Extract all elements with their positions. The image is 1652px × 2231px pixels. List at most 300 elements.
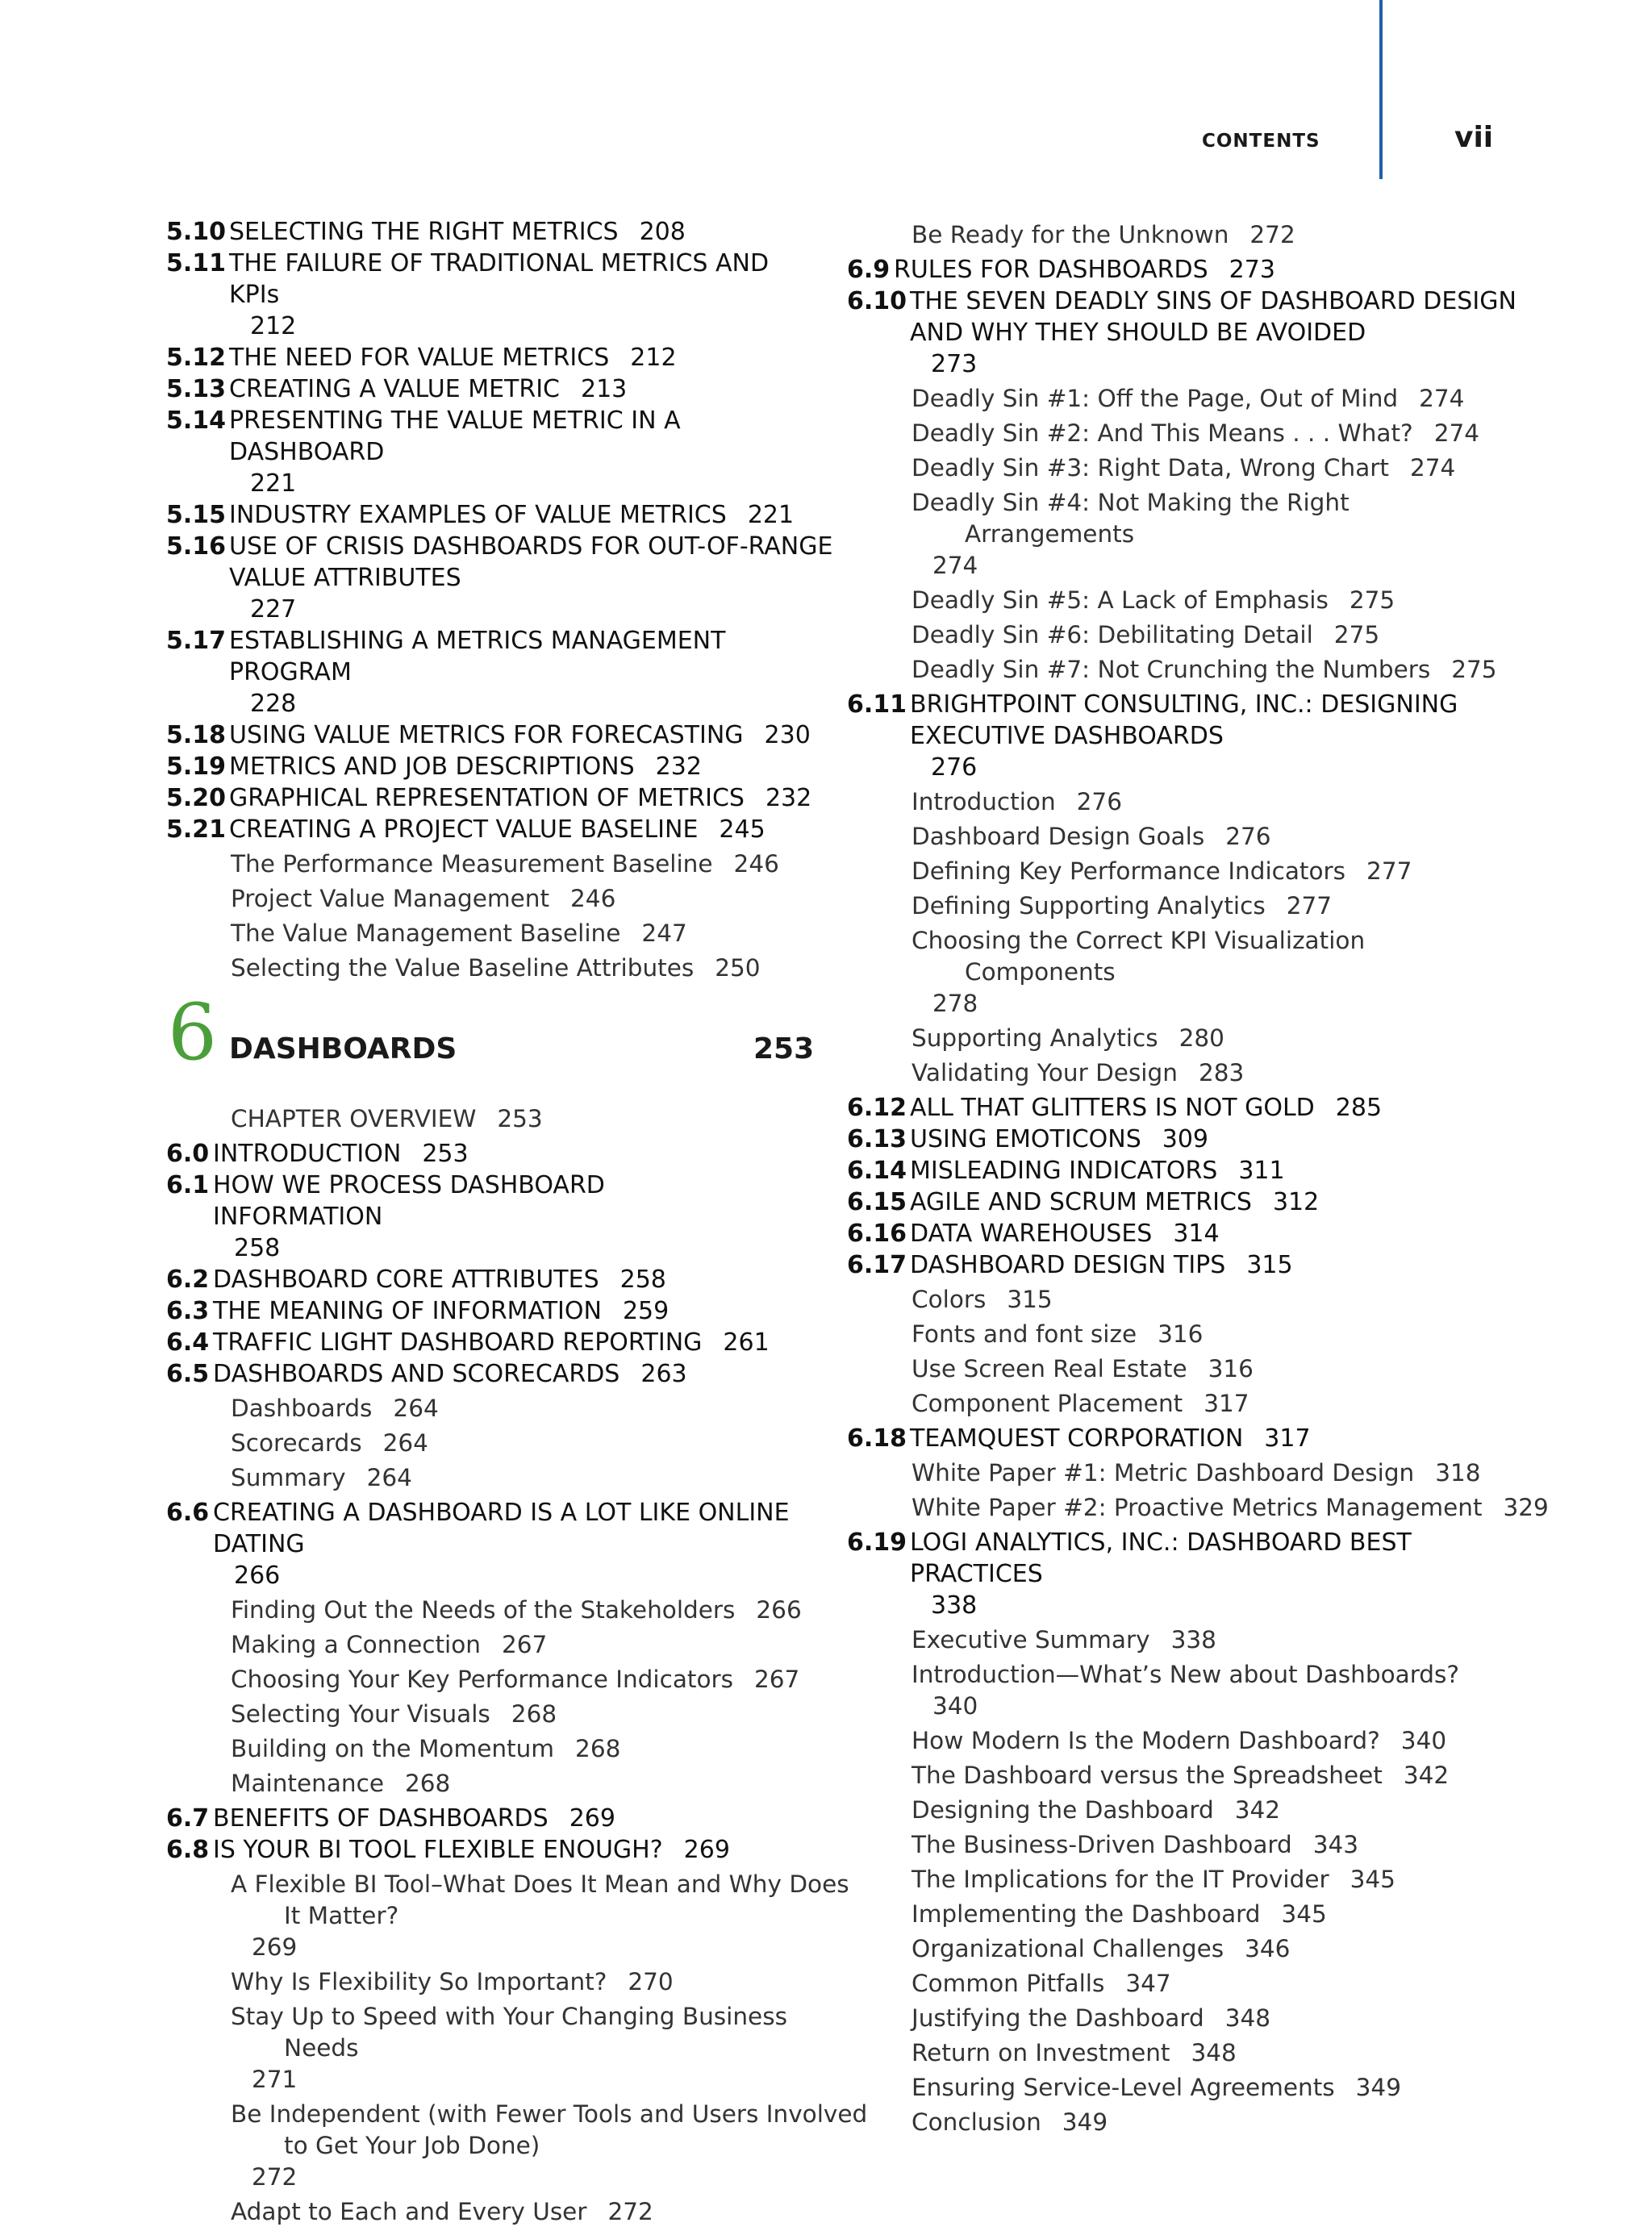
section-number: 5.21 [166,815,227,844]
toc-subsection[interactable] [847,452,1508,484]
subsection-title-line: Executive Summary [912,1626,1150,1653]
section-number: 6.13 [847,1125,907,1153]
section-number: 5.19 [166,753,227,781]
subsection-title-line: Justifying the Dashboard [912,2004,1204,2032]
section-title-line: USING VALUE METRICS FOR FORECASTING [229,721,744,749]
toc-section[interactable] [166,1834,828,1866]
entry-page-number: 278 [932,990,978,1017]
toc-subsection[interactable] [847,1864,1508,1895]
toc-section[interactable] [166,499,828,531]
toc-section[interactable] [166,625,828,719]
subsection-title-line: White Paper #2: Proactive Metrics Management [912,1494,1483,1521]
entry-page-number: 253 [497,1105,543,1132]
toc-subsection[interactable] [847,1319,1508,1350]
toc-section[interactable] [847,1218,1508,1249]
subsection-title-line: Deadly Sin #4: Not Making the Right [912,489,1350,516]
entry-page-number: 246 [733,850,779,878]
section-number: 5.17 [166,627,227,655]
entry-page-number: 246 [570,885,616,912]
toc-subsection[interactable] [166,2196,828,2228]
subsection-title-line: Return on Investment [912,2039,1170,2066]
toc-subsection[interactable] [166,1733,828,1765]
section-number: 6.19 [847,1528,907,1557]
subsection-title-line: CHAPTER OVERVIEW [231,1105,477,1132]
entry-page-number: 273 [931,350,978,378]
section-title-line: LOGI ANALYTICS, INC.: DASHBOARD BEST [910,1528,1412,1557]
chapter-title: DASHBOARDS [229,1032,457,1065]
subsection-title-line: Deadly Sin #2: And This Means . . . What? [912,419,1413,447]
toc-section[interactable] [166,405,828,499]
section-number: 5.16 [166,532,227,561]
section-number: 6.5 [166,1360,210,1388]
entry-page-number: 259 [622,1297,670,1325]
toc-section[interactable] [166,373,828,405]
entry-page-number: 275 [1333,621,1380,648]
subsection-title-line: Scorecards [231,1429,362,1457]
section-title-line: CREATING A DASHBOARD IS A LOT LIKE ONLINE [213,1499,790,1527]
header-rule [1379,0,1383,179]
toc-section[interactable] [166,1138,828,1170]
section-title-line: DASHBOARD [229,438,385,466]
toc-subsection[interactable] [166,1103,828,1135]
section-title-line: DASHBOARD DESIGN TIPS [910,1251,1226,1279]
entry-page-number: 212 [250,312,297,340]
toc-subsection[interactable] [847,1388,1508,1420]
section-title-line: AND WHY THEY SHOULD BE AVOIDED [910,319,1366,347]
section-number: 6.18 [847,1424,907,1453]
toc-subsection[interactable] [847,418,1508,449]
entry-page-number: 316 [1158,1320,1204,1348]
entry-page-number: 274 [1419,385,1465,412]
section-number: 6.2 [166,1266,210,1294]
entry-page-number: 276 [1225,823,1271,850]
entry-page-number: 268 [575,1735,621,1762]
entry-page-number: 318 [1435,1459,1481,1487]
toc-section[interactable] [166,1295,828,1327]
toc-section[interactable] [166,1264,828,1295]
entry-page-number: 250 [715,954,761,982]
entry-page-number: 271 [252,2066,298,2093]
section-title-line: AGILE AND SCRUM METRICS [910,1188,1252,1216]
subsection-title-line: Defining Supporting Analytics [912,892,1266,920]
section-number: 6.11 [847,690,907,719]
subsection-title-line: It Matter? [284,1902,399,1929]
toc-section[interactable] [166,1803,828,1834]
entry-page-number: 312 [1272,1188,1320,1216]
entry-page-number: 266 [234,1562,281,1590]
toc-section[interactable] [847,1092,1508,1124]
entry-page-number: 343 [1312,1831,1359,1858]
toc-right-column [847,216,1549,2141]
toc-section[interactable] [166,248,828,342]
subsection-title-line: Defining Key Performance Indicators [912,857,1346,885]
toc-subsection[interactable] [847,786,1508,818]
toc-subsection[interactable] [166,2099,868,2193]
toc-subsection[interactable] [847,1284,1508,1316]
entry-page-number: 274 [1433,419,1480,447]
section-title-line: MISLEADING INDICATORS [910,1157,1218,1185]
section-title-line: HOW WE PROCESS DASHBOARD [213,1171,605,1199]
section-number: 6.1 [166,1171,210,1199]
toc-subsection[interactable] [847,1659,1508,1722]
subsection-title-line: Introduction—What’s New about Dashboards? [912,1661,1460,1688]
entry-page-number: 347 [1125,1970,1171,1997]
running-head: CONTENTS [1202,131,1320,152]
subsection-title-line: The Implications for the IT Provider [912,1866,1329,1893]
entry-page-number: 208 [639,218,686,246]
subsection-title-line: Building on the Momentum [231,1735,555,1762]
toc-section[interactable] [166,719,828,751]
entry-page-number: 346 [1245,1935,1291,1962]
subsection-title-line: The Performance Measurement Baseline [231,850,713,878]
subsection-title-line: Deadly Sin #1: Off the Page, Out of Mind [912,385,1399,412]
subsection-title-line: The Business-Driven Dashboard [912,1831,1292,1858]
entry-page-number: 315 [1246,1251,1293,1279]
toc-section[interactable] [166,342,828,373]
section-title-line: DASHBOARD CORE ATTRIBUTES [213,1266,599,1294]
toc-subsection[interactable] [847,1933,1508,1965]
entry-page-number: 261 [723,1328,770,1357]
section-title-line: CREATING A VALUE METRIC [229,375,560,403]
entry-page-number: 349 [1355,2074,1401,2101]
toc-subsection[interactable] [166,1664,828,1695]
subsection-title-line: Summary [231,1464,346,1491]
toc-subsection[interactable] [847,654,1508,686]
toc-subsection[interactable] [847,856,1508,887]
subsection-title-line: Deadly Sin #6: Debilitating Detail [912,621,1313,648]
subsection-title-line: Maintenance [231,1770,384,1797]
section-title-line: INTRODUCTION [213,1140,402,1168]
toc-subsection[interactable] [166,953,828,984]
section-title-line: TEAMQUEST CORPORATION [910,1424,1244,1453]
section-title-line: BENEFITS OF DASHBOARDS [213,1804,549,1833]
entry-page-number: 264 [382,1429,428,1457]
section-title-line: DATA WAREHOUSES [910,1220,1153,1248]
subsection-title-line: Selecting the Value Baseline Attributes [231,954,695,982]
entry-page-number: 253 [422,1140,469,1168]
subsection-title-line: Making a Connection [231,1631,481,1658]
entry-page-number: 269 [683,1836,730,1864]
toc-subsection[interactable] [847,1457,1508,1489]
section-number: 6.10 [847,287,907,315]
entry-page-number: 275 [1349,586,1395,614]
section-title-line: KPIs [229,281,280,309]
entry-page-number: 274 [1410,454,1456,482]
section-title-line: ALL THAT GLITTERS IS NOT GOLD [910,1094,1315,1122]
entry-page-number: 273 [1229,256,1275,284]
section-title-line: THE NEED FOR VALUE METRICS [229,344,610,372]
entry-page-number: 342 [1234,1796,1280,1824]
subsection-title-line: Finding Out the Needs of the Stakeholders [231,1596,736,1624]
subsection-title-line: Be Ready for the Unknown [912,221,1229,248]
entry-page-number: 275 [1451,656,1497,683]
subsection-title-line: Arrangements [965,520,1135,548]
entry-page-number: 267 [754,1666,800,1693]
toc-subsection[interactable] [847,487,1508,582]
section-title-line: PRESENTING THE VALUE METRIC IN A [229,407,681,435]
entry-page-number: 247 [641,920,687,947]
subsection-title-line: Ensuring Service-Level Agreements [912,2074,1335,2101]
toc-subsection[interactable] [166,1629,828,1661]
toc-subsection[interactable] [847,1492,1549,1524]
entry-page-number: 280 [1179,1024,1224,1052]
section-title-line: TRAFFIC LIGHT DASHBOARD REPORTING [213,1328,703,1357]
subsection-title-line: Deadly Sin #7: Not Crunching the Numbers [912,656,1431,683]
subsection-title-line: Why Is Flexibility So Important? [231,1968,607,1995]
subsection-title-line: Component Placement [912,1390,1183,1417]
subsection-title-line: Stay Up to Speed with Your Changing Business [231,2003,787,2030]
entry-page-number: 267 [501,1631,548,1658]
toc-subsection[interactable] [847,2072,1508,2104]
subsection-title-line: Common Pitfalls [912,1970,1105,1997]
entry-page-number: 338 [1170,1626,1216,1653]
entry-page-number: 270 [628,1968,674,1995]
section-number: 6.15 [847,1188,907,1216]
toc-subsection[interactable] [166,883,828,915]
entry-page-number: 264 [393,1395,439,1422]
toc-subsection[interactable] [847,1760,1508,1791]
page-number: vii [1454,121,1494,154]
entry-page-number: 329 [1503,1494,1549,1521]
entry-page-number: 345 [1281,1900,1327,1928]
toc-section[interactable] [166,216,828,248]
toc-subsection[interactable] [847,383,1508,415]
subsection-title-line: Selecting Your Visuals [231,1700,490,1728]
entry-page-number: 272 [607,2198,653,2225]
entry-page-number: 311 [1238,1157,1285,1185]
subsection-title-line: A Flexible BI Tool–What Does It Mean and Why Does [231,1870,849,1898]
section-title-line: GRAPHICAL REPRESENTATION OF METRICS [229,784,745,812]
toc-section[interactable] [847,1423,1508,1454]
entry-page-number: 264 [366,1464,412,1491]
entry-page-number: 258 [620,1266,666,1294]
section-title-line: EXECUTIVE DASHBOARDS [910,722,1224,750]
toc-subsection[interactable] [847,1725,1508,1757]
toc-section[interactable] [166,751,828,782]
toc-subsection[interactable] [847,585,1508,616]
section-number: 6.4 [166,1328,210,1357]
section-number: 5.20 [166,784,227,812]
toc-subsection[interactable] [166,1966,828,1998]
toc-subsection[interactable] [847,890,1508,922]
toc-subsection[interactable] [166,1595,828,1626]
subsection-title-line: Adapt to Each and Every User [231,2198,587,2225]
toc-subsection[interactable] [166,1768,828,1799]
toc-subsection[interactable] [847,2037,1508,2069]
section-number: 6.14 [847,1157,907,1185]
entry-page-number: 272 [1249,221,1295,248]
section-title-line: PRACTICES [910,1560,1043,1588]
section-number: 6.16 [847,1220,907,1248]
section-number: 5.12 [166,344,227,372]
entry-page-number: 230 [764,721,811,749]
subsection-title-line: Designing the Dashboard [912,1796,1214,1824]
section-number: 6.12 [847,1094,907,1122]
toc-subsection[interactable] [847,1829,1508,1861]
toc-subsection[interactable] [847,821,1508,853]
entry-page-number: 228 [250,690,297,718]
toc-section[interactable] [847,1155,1508,1186]
subsection-title-line: How Modern Is the Modern Dashboard? [912,1727,1380,1754]
toc-section[interactable] [166,1170,828,1264]
toc-subsection[interactable] [166,1699,828,1730]
chapter-number: 6 [168,987,218,1078]
toc-section[interactable] [847,1186,1508,1218]
section-number: 5.10 [166,218,227,246]
toc-section[interactable] [847,1124,1508,1155]
toc-subsection[interactable] [847,1353,1508,1385]
subsection-title-line: Colors [912,1286,987,1313]
entry-page-number: 283 [1198,1059,1245,1086]
chapter-page-number: 253 [753,1032,815,1065]
subsection-title-line: Use Screen Real Estate [912,1355,1187,1382]
toc-subsection[interactable] [847,1023,1508,1054]
section-number: 5.11 [166,249,227,277]
toc-section[interactable] [847,689,1508,783]
entry-page-number: 274 [932,552,978,579]
section-number: 5.14 [166,407,227,435]
section-number: 6.7 [166,1804,210,1833]
section-title-line: BRIGHTPOINT CONSULTING, INC.: DESIGNING [910,690,1458,719]
section-title-line: SELECTING THE RIGHT METRICS [229,218,619,246]
toc-section[interactable] [847,1249,1508,1281]
toc-subsection[interactable] [166,1393,828,1424]
section-title-line: ESTABLISHING A METRICS MANAGEMENT [229,627,726,655]
section-number: 6.3 [166,1297,210,1325]
entry-page-number: 285 [1335,1094,1383,1122]
section-number: 5.13 [166,375,227,403]
toc-section[interactable] [166,1358,828,1390]
toc-subsection[interactable] [847,1795,1508,1826]
toc-subsection[interactable] [166,849,828,880]
entry-page-number: 276 [1076,788,1122,815]
section-title-line: CREATING A PROJECT VALUE BASELINE [229,815,699,844]
section-title-line: DATING [213,1530,305,1558]
section-number: 6.6 [166,1499,210,1527]
toc-section[interactable] [166,531,833,625]
section-title-line: USE OF CRISIS DASHBOARDS FOR OUT-OF-RANGE [229,532,833,561]
entry-page-number: 340 [932,1692,978,1720]
subsection-title-line: Project Value Management [231,885,550,912]
toc-subsection[interactable] [166,1869,849,1963]
toc-subsection[interactable] [847,1057,1508,1089]
toc-section[interactable] [166,1327,828,1358]
chapter-heading [166,987,828,1097]
toc-section[interactable] [166,1497,828,1591]
entry-page-number: 317 [1204,1390,1249,1417]
section-title-line: IS YOUR BI TOOL FLEXIBLE ENOUGH? [213,1836,663,1864]
entry-page-number: 232 [655,753,702,781]
toc-subsection[interactable] [166,1462,828,1494]
entry-page-number: 315 [1007,1286,1053,1313]
entry-page-number: 221 [250,469,297,498]
entry-page-number: 342 [1403,1762,1450,1789]
section-title-line: THE SEVEN DEADLY SINS OF DASHBOARD DESIGN [910,287,1516,315]
section-number: 6.8 [166,1836,210,1864]
entry-page-number: 272 [252,2163,298,2191]
entry-page-number: 221 [747,501,795,529]
section-title-line: PROGRAM [229,658,352,686]
entry-page-number: 348 [1224,2004,1270,2032]
toc-section[interactable] [847,254,1508,286]
section-number: 6.17 [847,1251,907,1279]
subsection-title-line: to Get Your Job Done) [284,2132,540,2159]
subsection-title-line: Fonts and font size [912,1320,1137,1348]
section-number: 6.0 [166,1140,210,1168]
toc-subsection[interactable] [847,2107,1508,2138]
entry-page-number: 277 [1366,857,1412,885]
subsection-title-line: Choosing Your Key Performance Indicators [231,1666,734,1693]
entry-page-number: 338 [931,1591,978,1620]
toc-section[interactable] [166,782,828,814]
toc-subsection[interactable] [166,918,828,949]
toc-subsection[interactable] [847,1968,1508,2000]
entry-page-number: 227 [250,595,297,623]
subsection-title-line: Supporting Analytics [912,1024,1158,1052]
toc-section[interactable] [847,1527,1508,1621]
entry-page-number: 317 [1264,1424,1311,1453]
section-title-line: DASHBOARDS AND SCORECARDS [213,1360,620,1388]
subsection-title-line: The Dashboard versus the Spreadsheet [912,1762,1383,1789]
entry-page-number: 349 [1062,2108,1108,2136]
subsection-title-line: Introduction [912,788,1056,815]
subsection-title-line: Deadly Sin #3: Right Data, Wrong Chart [912,454,1389,482]
entry-page-number: 263 [640,1360,687,1388]
entry-page-number: 213 [581,375,628,403]
subsection-title-line: Needs [284,2034,359,2062]
entry-page-number: 314 [1173,1220,1220,1248]
entry-page-number: 316 [1208,1355,1254,1382]
entry-page-number: 245 [719,815,766,844]
subsection-title-line: Components [965,958,1116,986]
subsection-title-line: Validating Your Design [912,1059,1178,1086]
toc-section[interactable] [847,286,1516,380]
section-number: 6.9 [847,256,891,284]
entry-page-number: 232 [765,784,812,812]
subsection-title-line: Organizational Challenges [912,1935,1224,1962]
subsection-title-line: Dashboard Design Goals [912,823,1205,850]
section-title-line: INFORMATION [213,1203,383,1231]
toc-left-column [166,216,868,2231]
toc-subsection[interactable] [847,1624,1508,1656]
subsection-title-line: Conclusion [912,2108,1041,2136]
section-title-line: INDUSTRY EXAMPLES OF VALUE METRICS [229,501,727,529]
section-title-line: THE FAILURE OF TRADITIONAL METRICS AND [229,249,770,277]
entry-page-number: 268 [511,1700,557,1728]
toc-subsection[interactable] [847,2003,1508,2034]
entry-page-number: 212 [630,344,677,372]
toc-subsection[interactable] [847,1899,1508,1930]
entry-page-number: 345 [1350,1866,1395,1893]
subsection-title-line: Be Independent (with Fewer Tools and Users Involved [231,2100,868,2128]
entry-page-number: 269 [252,1933,298,1961]
section-title-line: METRICS AND JOB DESCRIPTIONS [229,753,635,781]
subsection-title-line: Deadly Sin #5: A Lack of Emphasis [912,586,1329,614]
toc-subsection[interactable] [166,2001,828,2095]
entry-page-number: 309 [1162,1125,1209,1153]
subsection-title-line: Dashboards [231,1395,373,1422]
subsection-title-line: The Value Management Baseline [231,920,621,947]
section-title-line: RULES FOR DASHBOARDS [894,256,1208,284]
toc-subsection[interactable] [166,1428,828,1459]
toc-section[interactable] [166,814,828,845]
entry-page-number: 258 [234,1234,281,1262]
section-title-line: USING EMOTICONS [910,1125,1141,1153]
toc-subsection[interactable] [847,925,1508,1020]
toc-subsection[interactable] [847,619,1508,651]
entry-page-number: 269 [569,1804,615,1833]
toc-subsection[interactable] [847,219,1508,251]
